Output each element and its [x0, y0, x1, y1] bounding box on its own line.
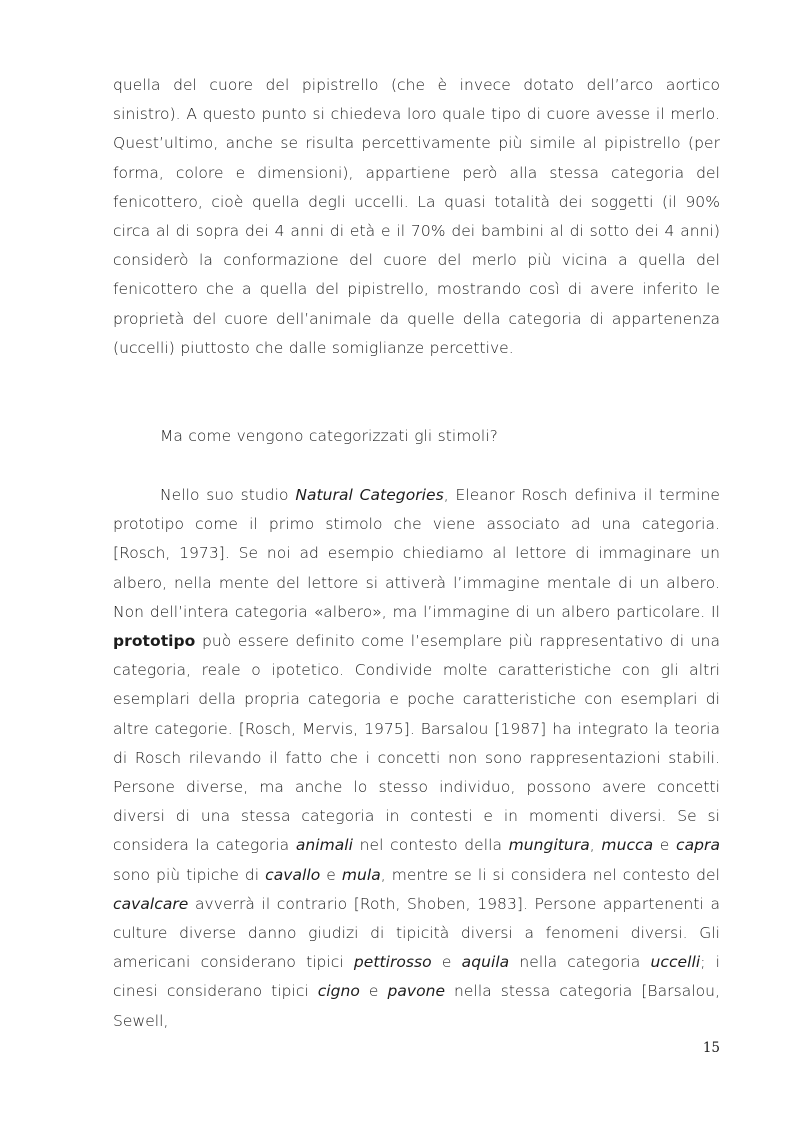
italic-term: animali — [295, 836, 354, 855]
italic-term: capra — [676, 836, 721, 855]
italic-term: uccelli — [650, 953, 701, 972]
italic-term: pettirosso — [353, 953, 432, 972]
paragraph-heart-study: quella del cuore del pipistrello (che è invece dotato dell’arco aortico sinistro). A questo punto si chiedeva loro quale tipo di cuore avesse il merlo. Quest’ultimo, anche se risulta percettivamente più simile al pipistrello (per forma, colore e dimensioni), appartiene però alla stessa categoria del fenicottero, cioè quella degli uccelli. La quasi totalità dei soggetti (il 90% circa al di sopra dei 4 anni di età e il 70% dei bambini al di sotto dei 4 anni) considerò la conformazione del cuore del merlo più vicina a quella del fenicottero che a quella del pipistrello, mostrando così di avere inferito le proprietà del cuore dell’animale da quelle della categoria di appartenenza (uccelli) piuttosto che dalle somiglianze percettive. — [113, 76, 720, 357]
text-run: , mentre se li si considera nel contesto del — [380, 865, 720, 884]
question-line: Ma come vengono categorizzati gli stimoli? — [160, 427, 498, 445]
italic-term: cavallo — [265, 865, 321, 884]
text-run: , — [589, 836, 602, 855]
text-run: , Eleanor Rosch definiva il termine prototipo come il primo stimolo che viene associato ad una categoria. [Rosch, 1973]. Se noi ad esempio chiediamo al lettore di immaginare un albero, nella mente del lettore si attiverà l’immagine mentale di un albero. Non dell’intera categoria «albero», ma l’immagine di un albero particolare. Il — [113, 486, 720, 621]
italic-term: mula — [341, 865, 381, 884]
text-run: e — [320, 865, 342, 884]
question-block — [113, 422, 720, 451]
italic-term: mucca — [601, 836, 654, 855]
prototype-block — [113, 481, 720, 1036]
text-run: può essere definito come l’esemplare più rappresentativo di una categoria, reale o ipotetico. Condivide molte caratteristiche con gli altri esemplari della propria categoria e poche caratteristiche con esemplari di altre categorie. [Rosch, Mervis, 1975]. Barsalou [1987] ha integrato la teoria di Rosch rilevando il fatto che i concetti non sono rappresentazioni stabili. Persone diverse, ma anche lo stesso individuo, possono avere concetti diversi di una stessa categoria in contesti e in momenti diversi. Se si considera la categoria — [113, 632, 720, 855]
italic-term: mungitura — [508, 836, 590, 855]
text-run: e — [359, 982, 388, 1001]
text-run: nel contesto della — [353, 836, 509, 855]
paragraph-prototype — [113, 481, 720, 1036]
text-run: nella categoria — [509, 953, 651, 972]
text-run: sono più tipiche di — [113, 865, 266, 884]
bold-term: prototipo — [113, 632, 196, 651]
text-run: nella stessa categoria [Barsalou, Sewell, — [113, 982, 720, 1030]
italic-term: aquila — [461, 953, 510, 972]
text-run: ; i cinesi considerano tipici — [113, 953, 721, 1001]
text-run: e — [431, 953, 462, 972]
text-run: avverrà il contrario [Roth, Shoben, 1983]. Persone appartenenti a culture diverse danno giudizi di tipicità diversi a fenomeni diversi. Gli americani considerano tipici — [113, 894, 720, 972]
text-run: e — [653, 836, 677, 855]
italic-term: cigno — [317, 982, 360, 1001]
text-run: Nello suo studio — [160, 486, 296, 504]
italic-title: Natural Categories — [295, 486, 444, 504]
italic-term: cavalcare — [113, 894, 189, 913]
body-text — [113, 71, 720, 363]
italic-term: pavone — [387, 982, 446, 1001]
page-number: 15 — [702, 1040, 720, 1056]
